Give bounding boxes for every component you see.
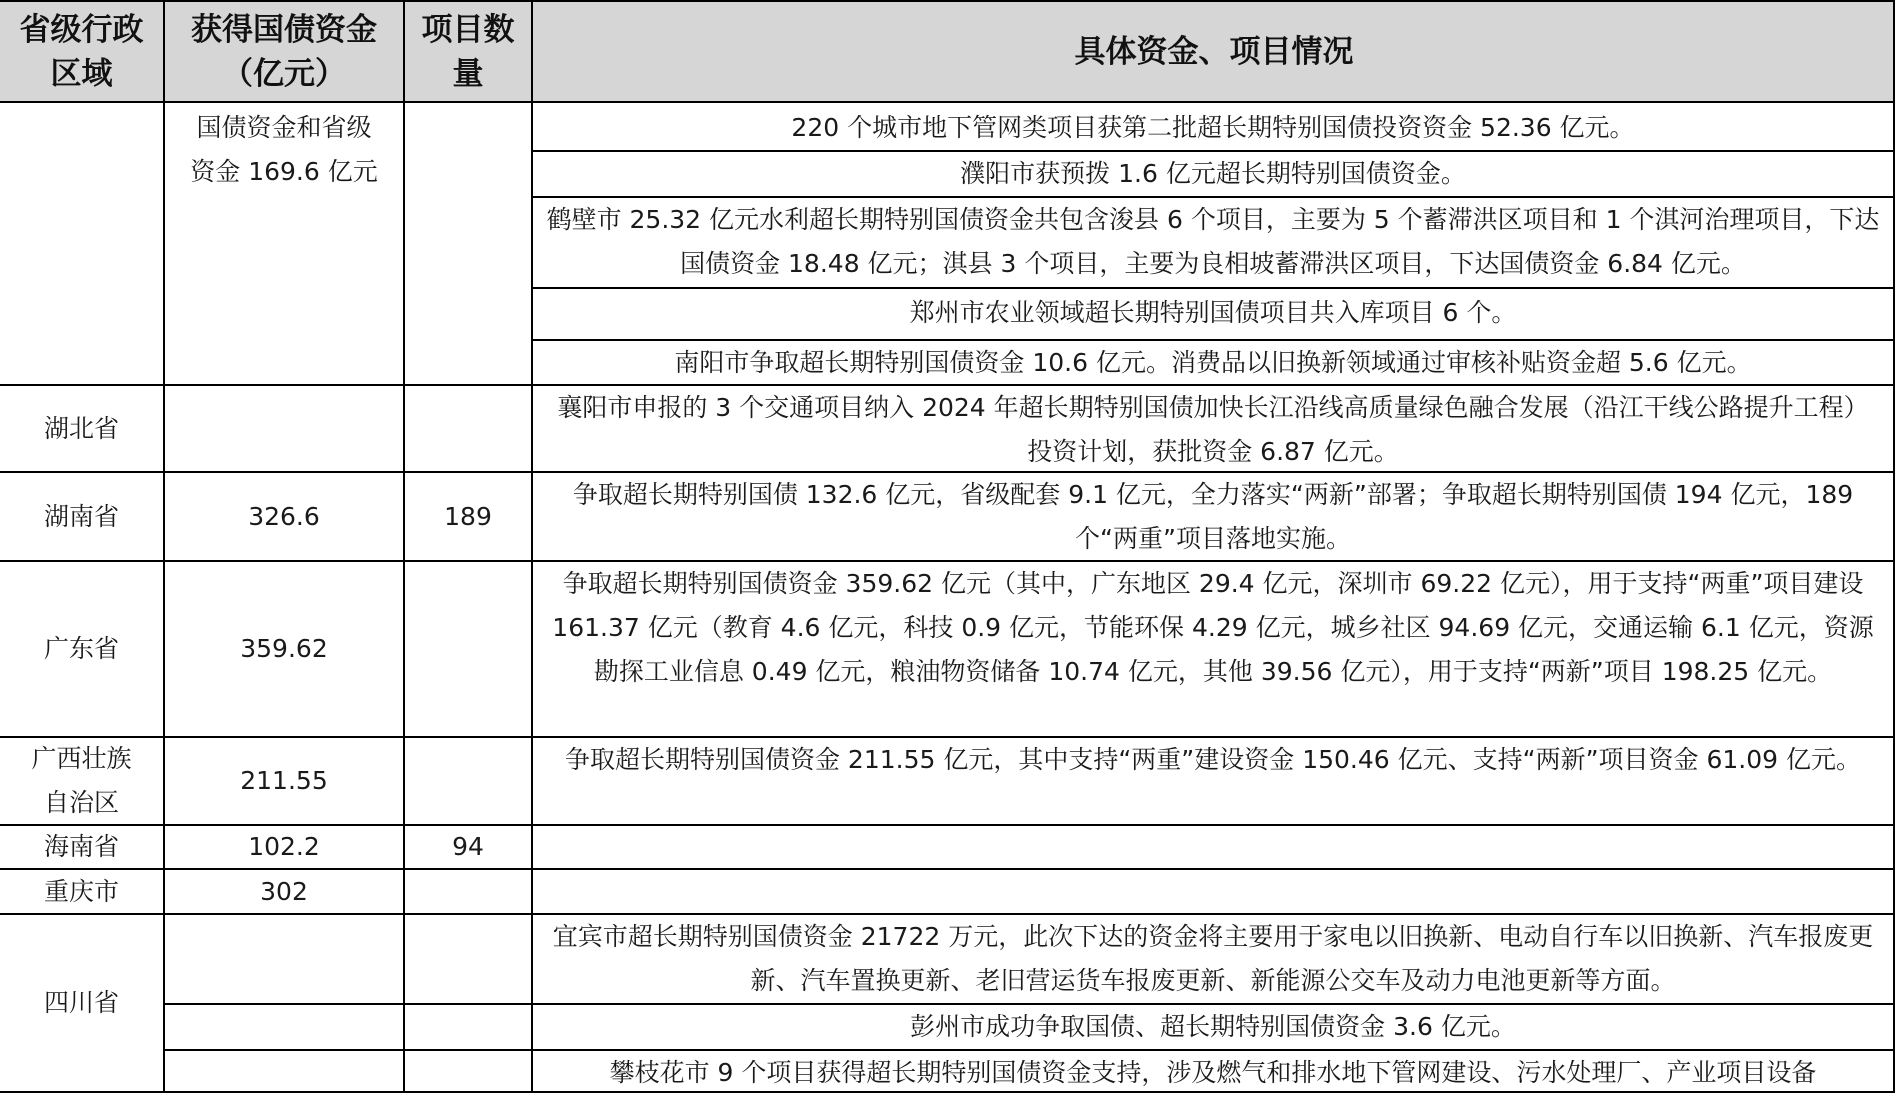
- guangxi-funds: 211.55: [240, 766, 328, 795]
- chongqing-funds: 302: [260, 876, 308, 906]
- henan-detail-5: 南阳市争取超长期特别国债资金 10.6 亿元。消费品以旧换新领域通过审核补贴资金超 5.6 亿元。: [674, 348, 1752, 377]
- hainan-region: 海南省: [43, 832, 119, 861]
- hainan-count: 94: [452, 832, 484, 861]
- henan-detail-4: 郑州市农业领域超长期特别国债项目共入库项目 6 个。: [909, 298, 1517, 327]
- guangdong-detail: 争取超长期特别国债资金 359.62 亿元（其中，广东地区 29.4 亿元，深圳市 69.22 亿元），用于支持“两重”项目建设 161.37 亿元（教育 4.6 亿元，科技 0.9 亿元，节能环保 4.29 亿元，城乡社区 94.69 亿元，交通运输 6.1 亿元，资源勘探工业信息 0.49 亿元，粮油物资储备 10.74 亿元，其他 39.56 亿元），用于支持“两新”项目 198.25 亿元。: [552, 569, 1874, 686]
- sichuan-detail-2: 彭州市成功争取国债、超长期特别国债资金 3.6 亿元。: [910, 1012, 1516, 1041]
- grid-hline: [533, 287, 1895, 289]
- guangxi-region: 广西壮族自治区: [31, 744, 132, 817]
- henan-funds: 国债资金和省级资金 169.6 亿元: [190, 113, 378, 186]
- sichuan-detail-3: 攀枝花市 9 个项目获得超长期特别国债资金支持，涉及燃气和排水地下管网建设、污水处理厂、产业项目设备: [609, 1058, 1817, 1087]
- hubei-detail: 襄阳市申报的 3 个交通项目纳入 2024 年超长期特别国债加快长江沿线高质量绿色融合发展（沿江干线公路提升工程）投资计划，获批资金 6.87 亿元。: [557, 393, 1869, 466]
- sichuan-detail-1: 宜宾市超长期特别国债资金 21722 万元，此次下达的资金将主要用于家电以旧换新、电动自行车以旧换新、汽车报废更新、汽车置换更新、老旧营运货车报废更新、新能源公交车及动力电池更新等方面。: [552, 922, 1874, 995]
- henan-detail-1: 220 个城市地下管网类项目获第二批超长期特别国债投资资金 52.36 亿元。: [791, 113, 1635, 142]
- header-region: 省级行政区域: [19, 11, 144, 92]
- hunan-region: 湖南省: [43, 501, 119, 531]
- table-header: [0, 0, 1895, 103]
- henan-detail-3: 鹤壁市 25.32 亿元水利超长期特别国债资金共包含浚县 6 个项目，主要为 5 个蓄滞洪区项目和 1 个淇河治理项目，下达国债资金 18.48 亿元；淇县 3 个项目，主要为良相坡蓄滞洪区项目，下达国债资金 6.84 亿元。: [546, 205, 1880, 278]
- hubei-region: 湖北省: [43, 413, 119, 443]
- hunan-detail: 争取超长期特别国债 132.6 亿元，省级配套 9.1 亿元，全力落实“两新”部署；争取超长期特别国债 194 亿元，189 个“两重”项目落地实施。: [572, 480, 1854, 553]
- chongqing-region: 重庆市: [43, 876, 119, 906]
- header-count: 项目数量: [421, 11, 515, 92]
- hunan-funds: 326.6: [248, 501, 320, 531]
- header-funds: 获得国债资金（亿元）: [191, 11, 377, 92]
- guangdong-region: 广东省: [43, 634, 119, 663]
- hunan-count: 189: [444, 501, 492, 531]
- guangdong-funds: 359.62: [240, 634, 328, 663]
- header-detail: 具体资金、项目情况: [1074, 33, 1354, 70]
- hainan-funds: 102.2: [248, 832, 320, 861]
- sichuan-region: 四川省: [43, 988, 119, 1017]
- guangxi-detail: 争取超长期特别国债资金 211.55 亿元，其中支持“两重”建设资金 150.46 亿元、支持“两新”项目资金 61.09 亿元。: [564, 745, 1861, 774]
- henan-detail-2: 濮阳市获预拨 1.6 亿元超长期特别国债资金。: [960, 159, 1466, 188]
